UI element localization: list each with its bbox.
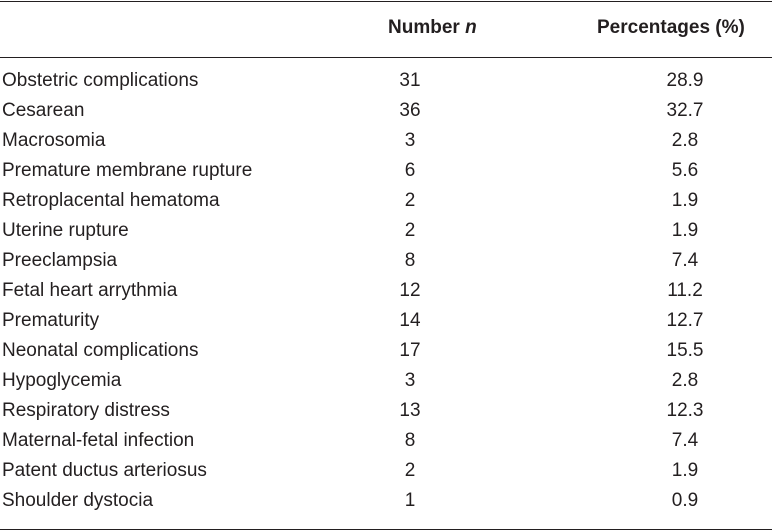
table-row <box>0 306 772 336</box>
row-percentage: 1.9 <box>671 220 699 241</box>
row-number: 8 <box>404 430 416 451</box>
row-number: 2 <box>404 190 416 211</box>
table-header-row <box>0 0 772 57</box>
row-label: Preeclampsia <box>2 250 118 271</box>
row-percentage: 12.7 <box>666 310 704 331</box>
row-label: Macrosomia <box>2 130 106 151</box>
row-label: Uterine rupture <box>2 220 129 241</box>
table-row <box>0 66 772 96</box>
table-body <box>0 66 772 516</box>
row-label: Obstetric complications <box>2 70 199 91</box>
table-header-rule <box>0 57 772 58</box>
row-number: 2 <box>404 220 416 241</box>
row-percentage: 5.6 <box>671 160 699 181</box>
row-percentage: 15.5 <box>666 340 704 361</box>
row-number: 8 <box>404 250 416 271</box>
row-label: Cesarean <box>2 100 85 121</box>
row-label: Patent ductus arteriosus <box>2 460 207 481</box>
table-row <box>0 336 772 366</box>
row-label: Premature membrane rupture <box>2 160 253 181</box>
header-number-symbol: n <box>465 17 477 38</box>
row-number: 3 <box>404 370 416 391</box>
row-percentage: 2.8 <box>671 370 699 391</box>
row-percentage: 12.3 <box>666 400 704 421</box>
row-percentage: 1.9 <box>671 190 699 211</box>
row-number: 31 <box>399 70 421 91</box>
table-row <box>0 426 772 456</box>
row-number: 6 <box>404 160 416 181</box>
row-percentage: 0.9 <box>671 490 699 511</box>
table-row <box>0 96 772 126</box>
table-row <box>0 246 772 276</box>
row-label: Neonatal complications <box>2 340 199 361</box>
row-percentage: 2.8 <box>671 130 699 151</box>
row-percentage: 11.2 <box>667 280 703 301</box>
row-number: 17 <box>399 340 421 361</box>
row-label: Maternal-fetal infection <box>2 430 195 451</box>
row-label: Fetal heart arrythmia <box>2 280 178 301</box>
row-number: 36 <box>399 100 421 121</box>
table-row <box>0 396 772 426</box>
table-row <box>0 216 772 246</box>
row-number: 13 <box>399 400 421 421</box>
row-label: Shoulder dystocia <box>2 490 154 511</box>
row-label: Prematurity <box>2 310 100 331</box>
table-row <box>0 186 772 216</box>
table-row <box>0 156 772 186</box>
row-percentage: 32.7 <box>666 100 704 121</box>
header-number: Number n <box>388 17 477 38</box>
row-label: Respiratory distress <box>2 400 170 421</box>
row-number: 14 <box>399 310 421 331</box>
table-row <box>0 456 772 486</box>
table-row <box>0 366 772 396</box>
row-percentage: 28.9 <box>666 70 704 91</box>
row-number: 3 <box>404 130 416 151</box>
table-bottom-rule <box>0 529 772 530</box>
table-row <box>0 276 772 306</box>
row-label: Hypoglycemia <box>2 370 122 391</box>
table-row <box>0 486 772 516</box>
row-number: 12 <box>399 280 421 301</box>
row-number: 1 <box>404 490 416 511</box>
row-percentage: 1.9 <box>671 460 699 481</box>
table-row <box>0 126 772 156</box>
header-percentages: Percentages (%) <box>597 17 745 38</box>
row-number: 2 <box>404 460 416 481</box>
row-label: Retroplacental hematoma <box>2 190 220 211</box>
row-percentage: 7.4 <box>671 250 699 271</box>
row-percentage: 7.4 <box>671 430 699 451</box>
